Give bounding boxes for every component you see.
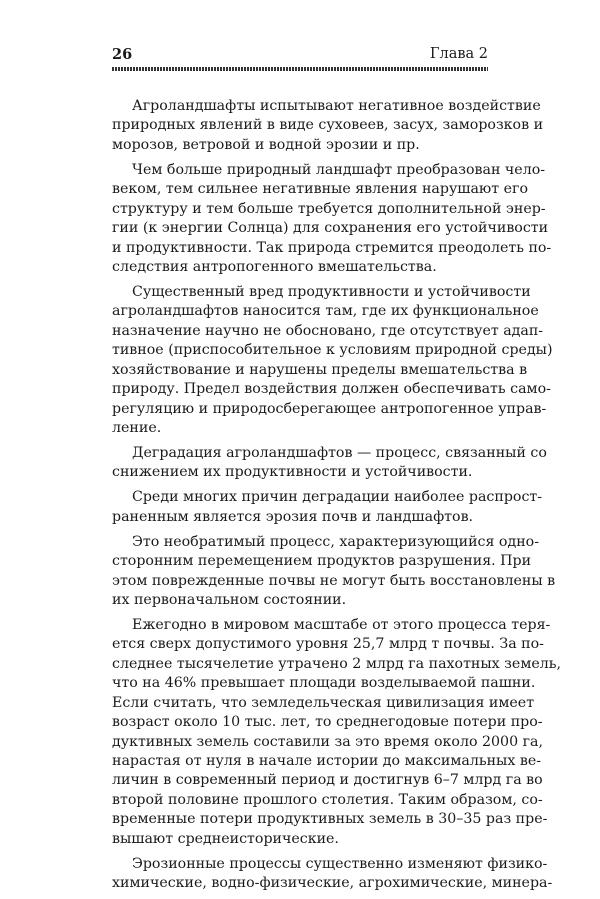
text-line: раненным является эрозия почв и ландшафтов. <box>112 508 474 525</box>
body-text <box>112 97 561 899</box>
running-header <box>112 46 488 66</box>
text-line: веком, тем сильнее негативные явления нарушают его <box>112 181 529 198</box>
chapter-title: Глава 2 <box>429 46 488 62</box>
text-line: дуктивных земель составили за это время около 2000 га, <box>112 733 544 750</box>
paragraph <box>112 533 556 611</box>
text-line: Это необратимый процесс, характеризующийся одно- <box>132 533 540 550</box>
text-line: ется сверх допустимого уровня 25,7 млрд т почвы. За по- <box>112 636 544 653</box>
text-line: Ежегодно в мировом масштабе от этого процесса теря- <box>132 616 551 633</box>
text-line: снижением их продуктивности и устойчивости. <box>112 464 473 481</box>
text-line: назначение научно не обосновано, где отсутствует адап- <box>112 322 544 339</box>
text-line: следнее тысячелетие утрачено 2 млрд га пахотных земель, <box>112 655 561 672</box>
text-line: агроландшафтов наносится там, где их функциональное <box>112 303 539 320</box>
text-line: временные потери продуктивных земель в 30–35 раз пре- <box>112 811 548 828</box>
paragraph <box>112 283 553 439</box>
paragraph <box>112 855 553 894</box>
text-line: Если считать, что земледельческая цивилизация имеет <box>112 694 535 711</box>
paragraph <box>112 444 547 483</box>
text-line: сторонним перемещением продуктов разрушения. При <box>112 553 532 570</box>
text-line: второй половине прошлого столетия. Таким образом, со- <box>112 791 543 808</box>
text-line: вышают среднеисторические. <box>112 830 339 847</box>
text-line: их первоначальном состоянии. <box>112 592 347 608</box>
text-line: возраст около 10 тыс. лет, то среднегодовые потери про- <box>112 714 543 731</box>
text-line: и продуктивности. Так природа стремится преодолеть по- <box>112 239 552 256</box>
text-line: ление. <box>112 420 162 436</box>
paragraph <box>112 616 561 849</box>
text-line: личин в современный период и достигнув 6–7 млрд га во <box>112 772 543 789</box>
text-line: гии (к энергии Солнца) для сохранения его устойчивости <box>112 220 549 237</box>
text-line: Существенный вред продуктивности и устойчивости <box>132 283 531 300</box>
text-line: Агроландшафты испытывают негативное воздействие <box>132 98 541 114</box>
text-line: нарастая от нуля в начале истории до максимальных ве- <box>112 753 542 769</box>
paragraph <box>112 161 552 278</box>
text-line: регуляцию и природосберегающее антропогенное управ- <box>112 400 547 417</box>
text-line: тивное (приспособительное к условиям природной среды) <box>112 342 553 359</box>
text-line: природных явлений в виде суховеев, засух, заморозков и <box>112 117 544 134</box>
text-line: Деградация агроландшафтов — процесс, связанный со <box>132 444 547 461</box>
text-line: морозов, ветровой и водной эрозии и пр. <box>112 136 420 153</box>
text-line: Эрозионные процессы существенно изменяют физико- <box>132 855 548 872</box>
text-line: природу. Предел воздействия должен обеспечивать само- <box>112 381 551 398</box>
text-line: Среди многих причин деградации наиболее распрост- <box>132 489 543 506</box>
page-number: 26 <box>112 46 133 63</box>
text-line: хозяйствование и нарушены пределы вмешательства в <box>112 361 528 378</box>
text-line: этом поврежденные почвы не могут быть восстановлены в <box>112 572 556 589</box>
text-line: Чем больше природный ландшафт преобразован чело- <box>132 161 546 178</box>
text-line: что на 46% превышает площади возделываемой пашни. <box>112 675 536 692</box>
paragraph <box>112 488 543 527</box>
header-rule <box>112 67 488 71</box>
paragraph <box>112 97 544 155</box>
text-line: следствия антропогенного вмешательства. <box>112 259 437 275</box>
text-line: структуру и тем больше требуется дополнительной энер- <box>112 200 546 217</box>
text-line: химические, водно-физические, агрохимические, минера- <box>112 875 553 892</box>
